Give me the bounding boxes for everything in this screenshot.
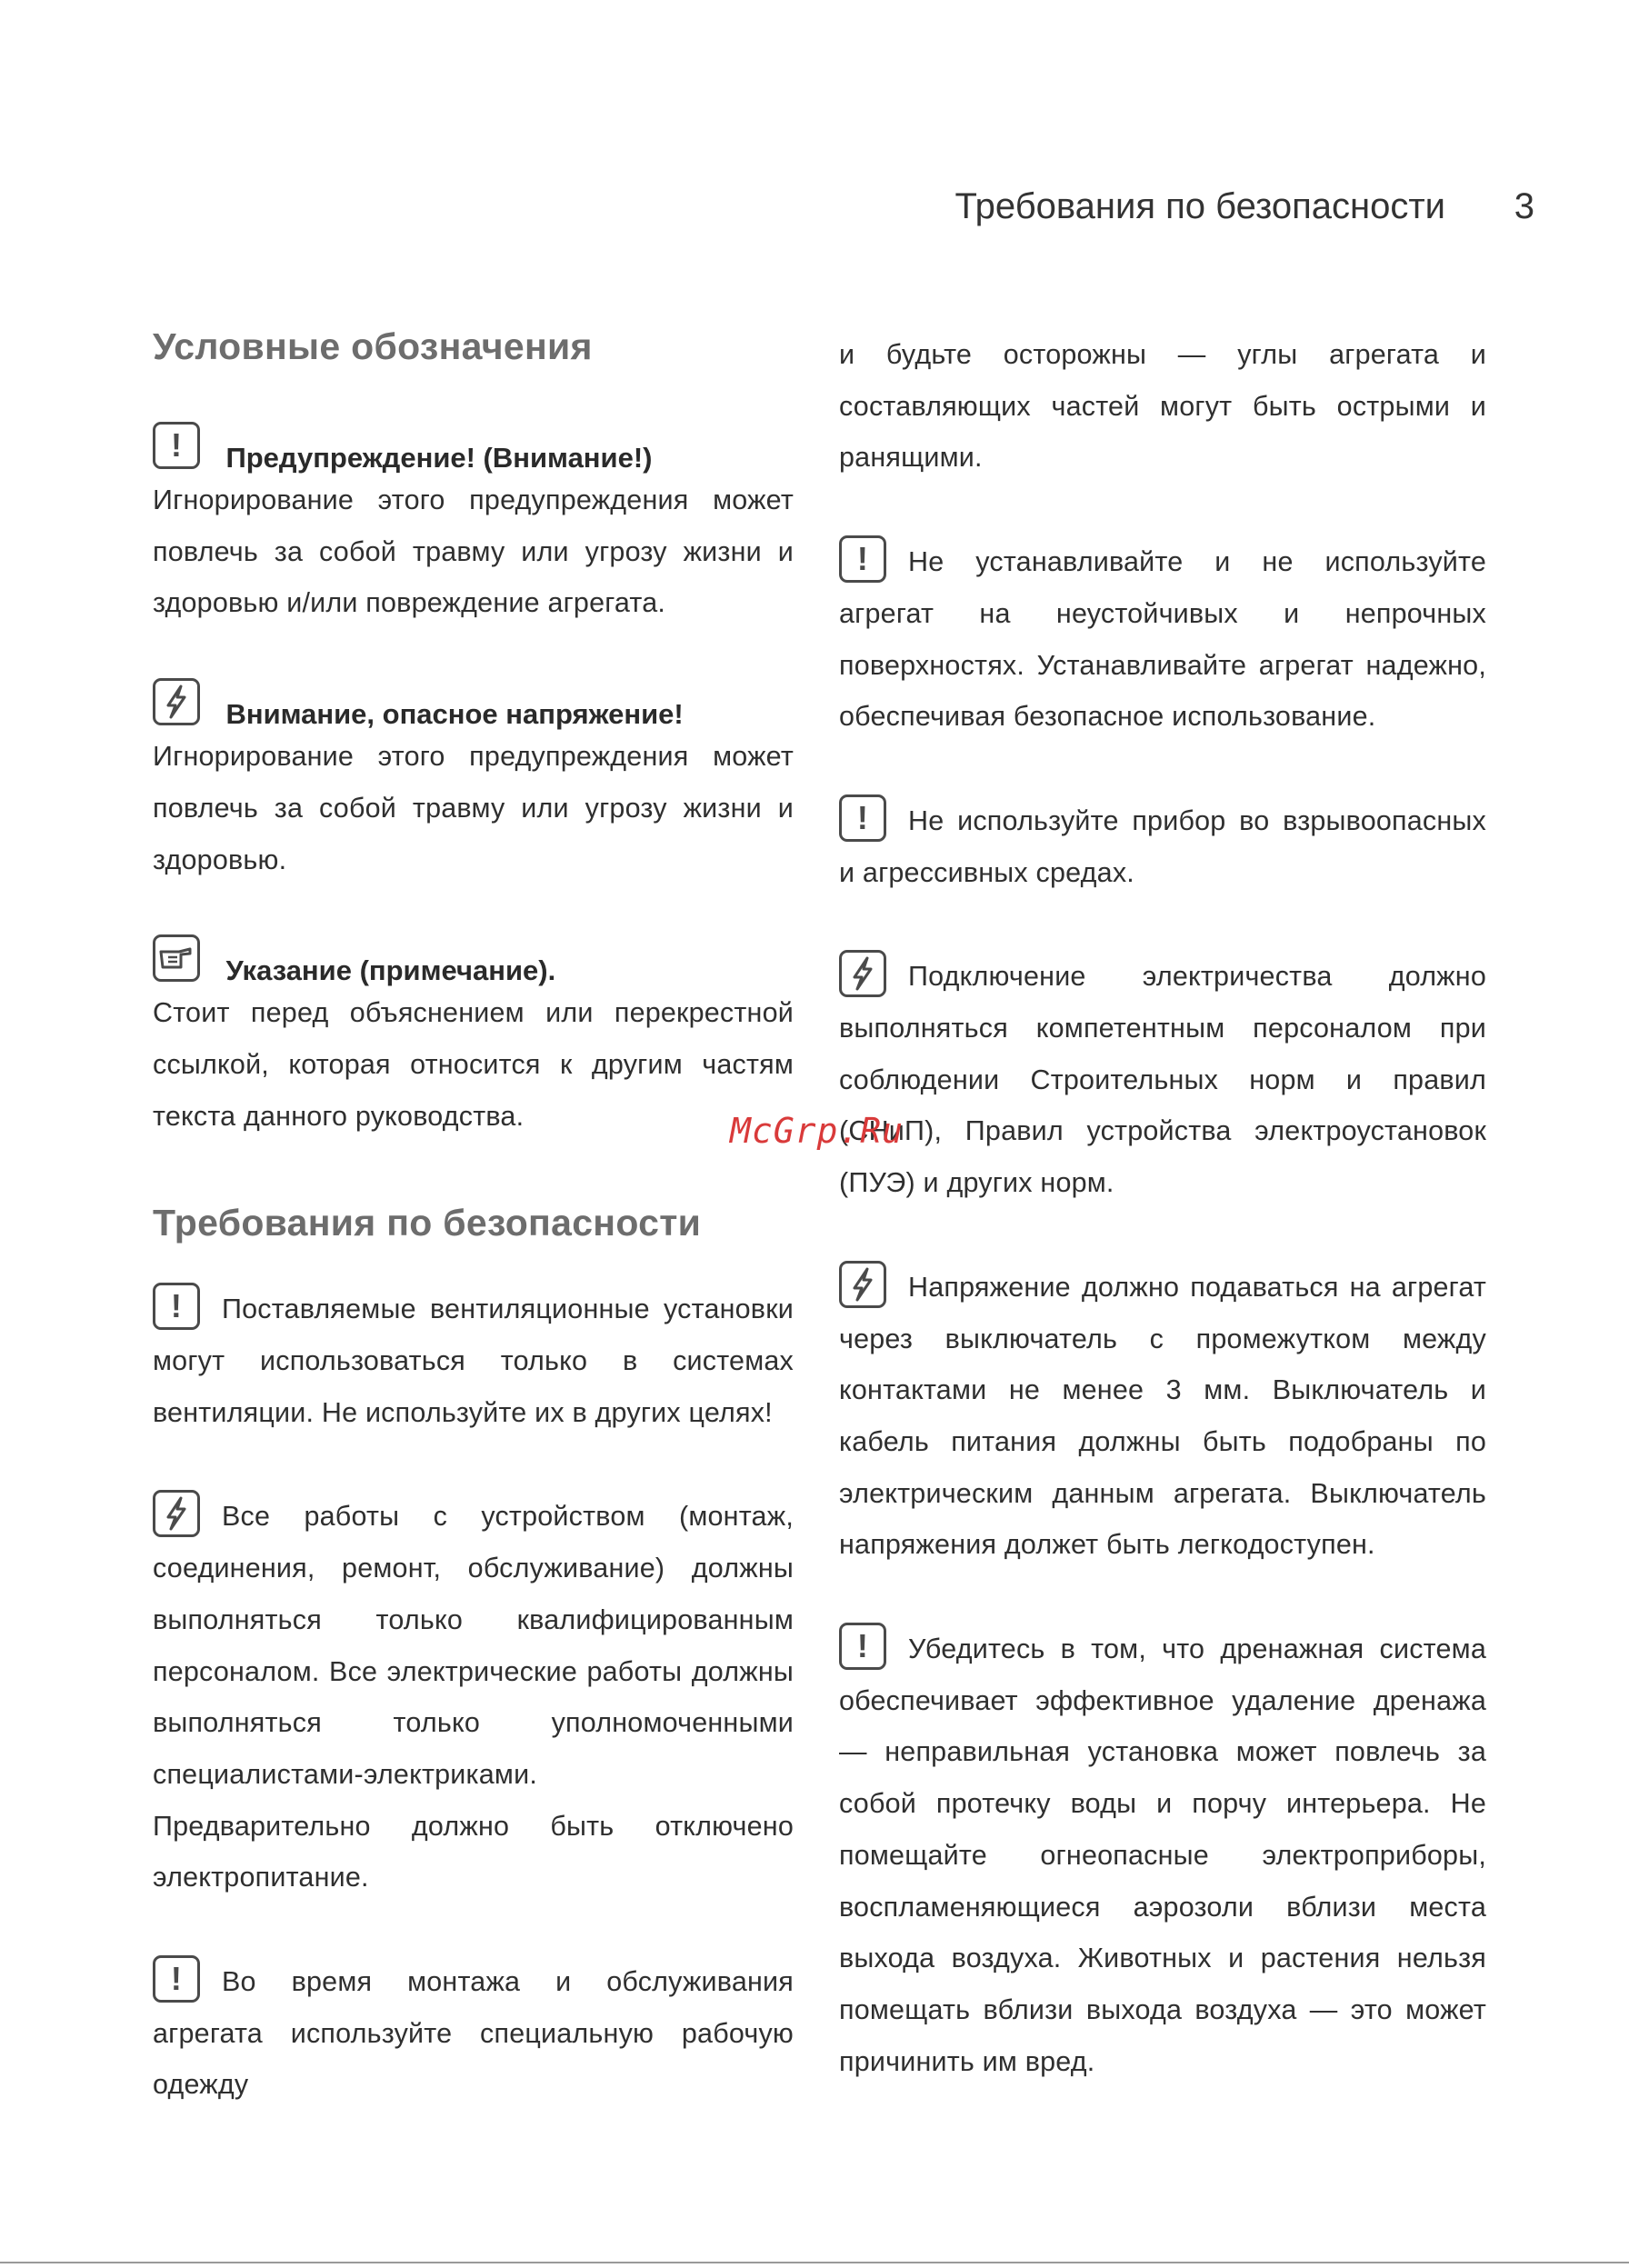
pointing-hand-icon (153, 934, 200, 982)
right-column (839, 329, 1486, 2087)
safety-item-8-text: Убедитесь в том, что дренажная система обеспечивает эффективное удаление дренажа — неправильная установка может повлечь за собой протечку воды и порчу интерьера. Не помещайте огнеопасные электроприборы, воспламеняющиеся аэрозоли вблизи места выхода воздуха. Животных и растения нельзя помещать вблизи выхода воздуха — это может причинить им вред. (839, 1634, 1486, 2077)
watermark: McGrp.Ru (730, 1111, 904, 1151)
safety-item-1-text: Поставляемые вентиляционные установки могут использоваться только в системах вентиляции. Не используйте их в других целях! (153, 1294, 794, 1428)
exclamation-icon: ! (839, 1623, 886, 1670)
legend-note-text: Стоит перед объяснением или перекрестной ссылкой, которая относится к другим частям текста данного руководства. (153, 997, 794, 1132)
page-number: 3 (1514, 186, 1534, 226)
legend-warning (153, 427, 794, 629)
safety-item-1 (153, 1284, 794, 1438)
legend-note-heading: Указание (примечание). (225, 954, 556, 987)
safety-item-3 (153, 1956, 794, 2111)
page-header (909, 186, 1545, 232)
safety-item-3-text: Во время монтажа и обслуживания агрегата используйте специальную рабочую одежду (153, 1966, 794, 2101)
safety-item-2-text: Все работы с устройством (монтаж, соединения, ремонт, обслуживание) должны выполняться только квалифицированным персоналом. Все электрические работы должны выполняться только уполномоченными специалистами-электриками. (153, 1501, 794, 1790)
safety-item-5-text: Не используйте прибор во взрывоопасных и агрессивных средах. (839, 804, 1486, 888)
header-title: Требования по безопасности (954, 186, 1445, 226)
exclamation-icon: ! (153, 422, 200, 469)
lightning-icon (153, 1490, 200, 1537)
left-column (153, 309, 794, 2111)
lightning-icon (153, 678, 200, 725)
exclamation-icon: ! (839, 794, 886, 842)
safety-item-7 (839, 1262, 1486, 1571)
exclamation-icon: ! (153, 1283, 200, 1330)
legend-note (153, 940, 794, 1142)
exclamation-icon: ! (839, 535, 886, 583)
safety-item-8 (839, 1624, 1486, 2087)
legend-voltage-heading: Внимание, опасное напряжение! (225, 698, 684, 731)
safety-item-6 (839, 951, 1486, 1209)
bottom-divider (0, 2262, 1629, 2263)
exclamation-icon: ! (153, 1955, 200, 2003)
legend-voltage-text: Игнорирование этого предупреждения может повлечь за собой травму или угрозу жизни и здоровью. (153, 741, 794, 875)
safety-item-6-text: Подключение электричества должно выполняться компетентным персоналом при соблюдении Строительных норм и правил (СНиП), Правил устройства электроустановок (ПУЭ) и других норм. (839, 961, 1486, 1199)
safety-item-3-continued: и будьте осторожны — углы агрегата и составляющих частей могут быть острыми и ранящими. (839, 339, 1486, 474)
safety-item-4-text: Не устанавливайте и не используйте агрегат на неустойчивых и непрочных поверхностях. Устанавливайте агрегат надежно, обеспечивая безопасное использование. (839, 546, 1486, 733)
lightning-icon (839, 950, 886, 997)
safety-item-4 (839, 536, 1486, 743)
section-title-symbols: Условные обозначения (153, 325, 593, 367)
lightning-icon (839, 1261, 886, 1308)
safety-item-2 (153, 1491, 794, 1903)
safety-item-2b-text: Предварительно должно быть отключено электропитание. (153, 1810, 794, 1893)
legend-warning-text: Игнорирование этого предупреждения может повлечь за собой травму или угрозу жизни и здоровью и/или повреждение агрегата. (153, 485, 794, 619)
section-title-safety: Требования по безопасности (153, 1202, 702, 1244)
legend-warning-heading: Предупреждение! (Внимание!) (225, 442, 653, 474)
safety-item-7-text: Напряжение должно подаваться на агрегат через выключатель с промежутком между контактами не менее 3 мм. Выключатель и кабель питания должны быть подобраны по электрическим данным агрегата. Выключатель напряжения должет быть легкодоступен. (839, 1271, 1486, 1561)
safety-item-5 (839, 795, 1486, 898)
legend-voltage (153, 684, 794, 885)
